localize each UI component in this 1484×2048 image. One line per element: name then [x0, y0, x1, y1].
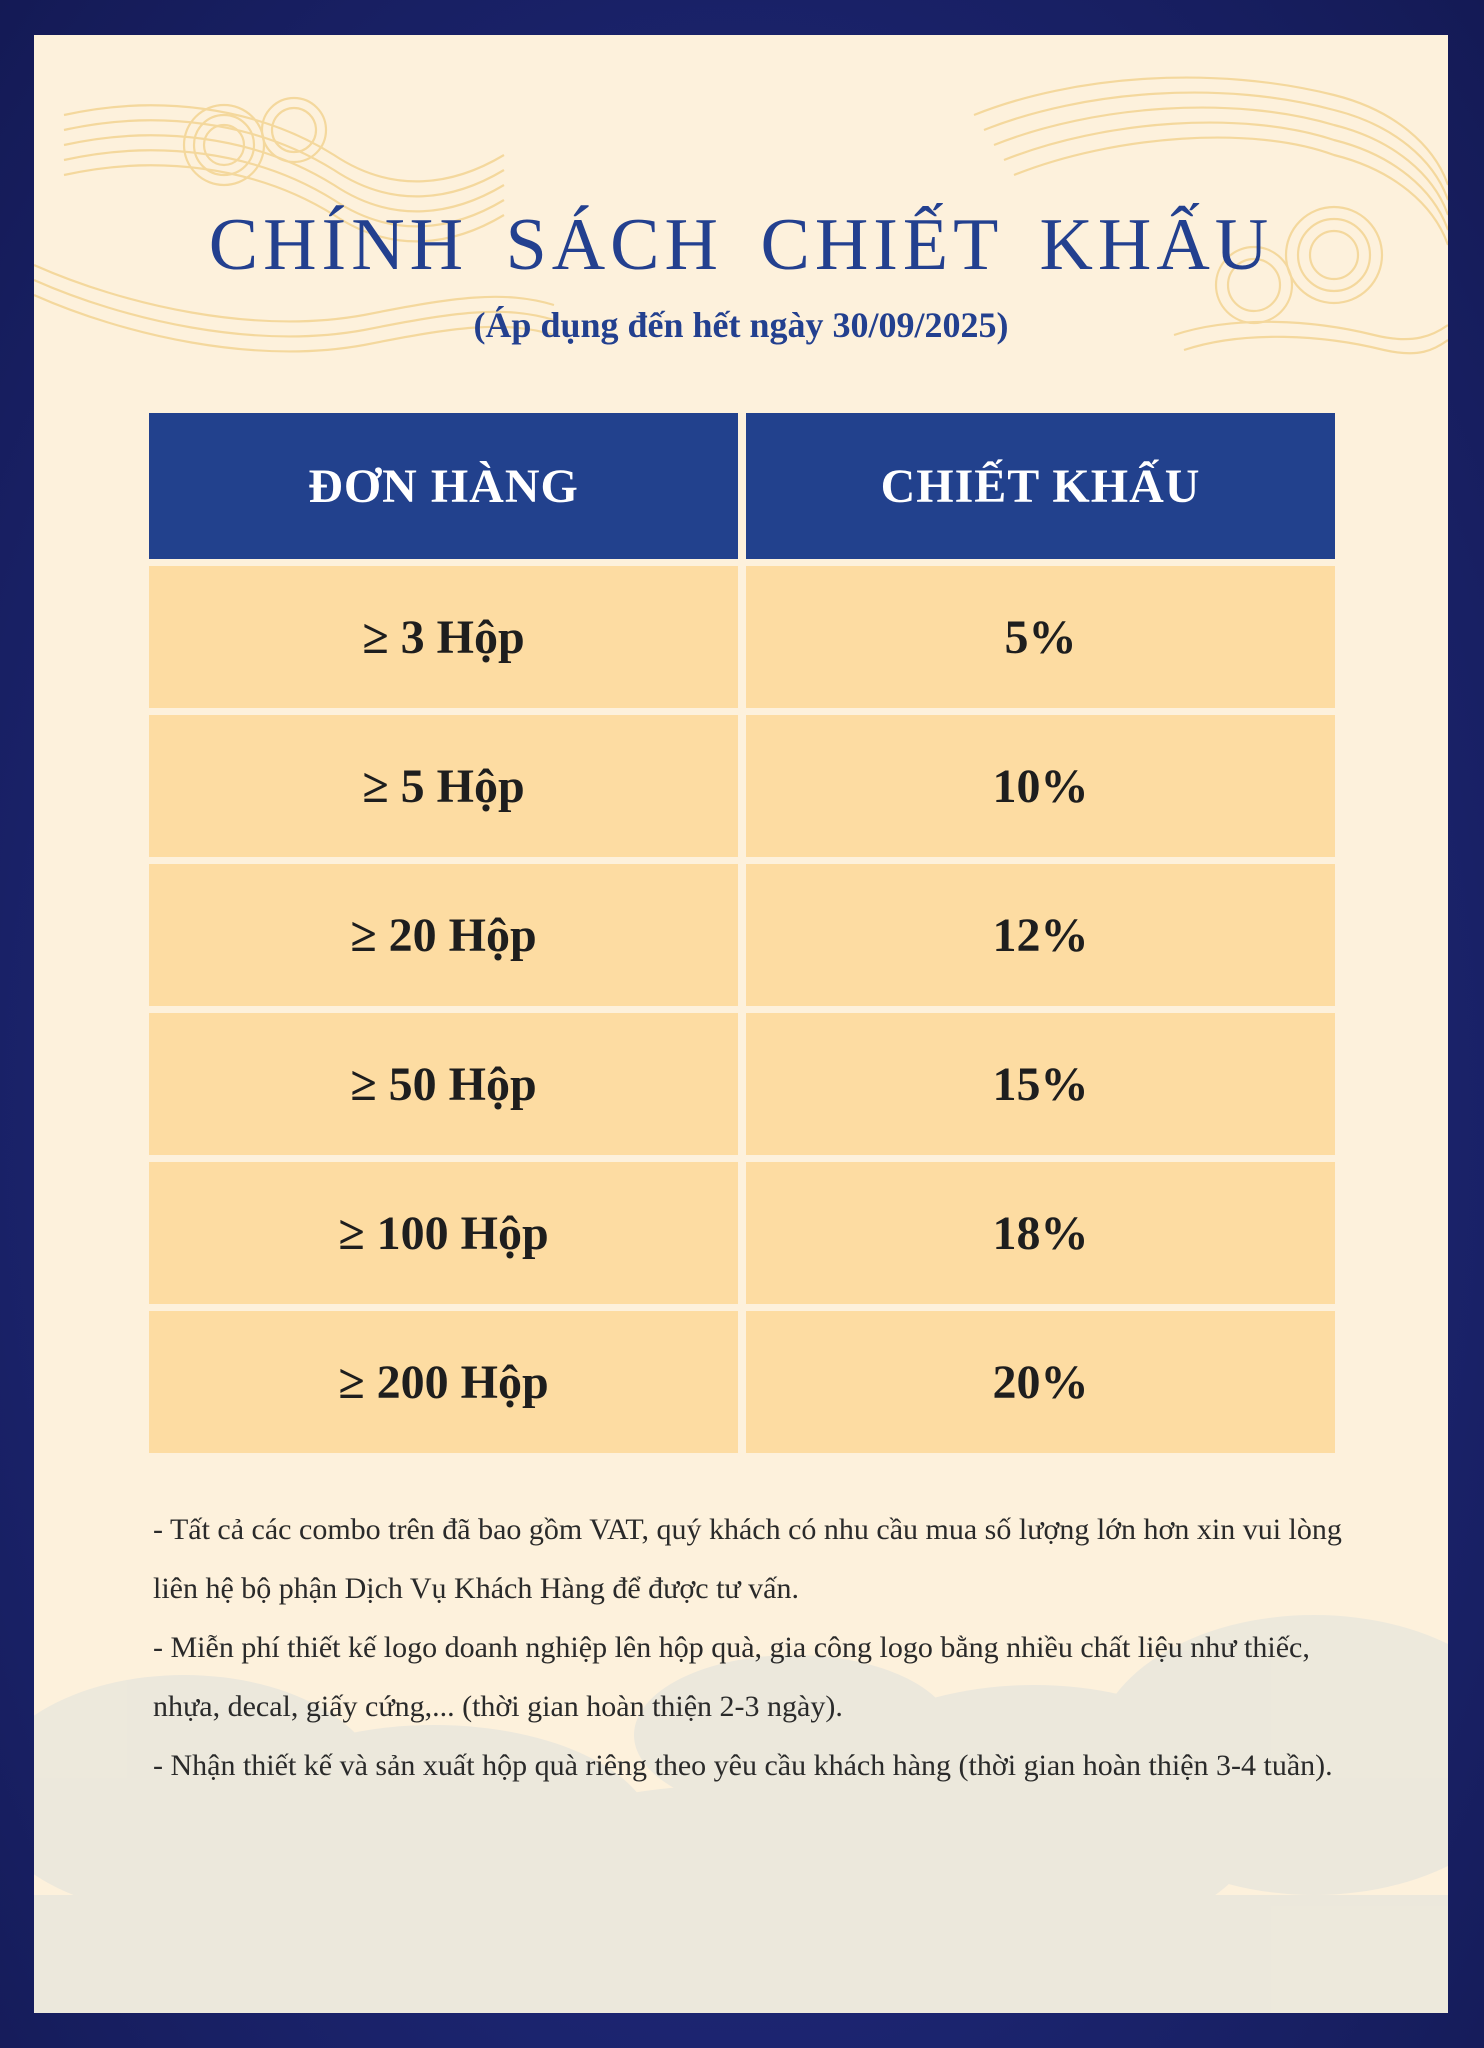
discount-cell: 10%: [746, 715, 1335, 857]
order-cell: ≥ 5 Hộp: [149, 715, 738, 857]
poster-card: [34, 35, 1448, 2013]
table-header-row: [149, 413, 1335, 559]
order-cell: ≥ 50 Hộp: [149, 1013, 738, 1155]
note-vat: - Tất cả các combo trên đã bao gồm VAT, quý khách có nhu cầu mua số lượng lớn hơn xin vui lòng liên hệ bộ phận Dịch Vụ Khách Hàng để được tư vấn.: [153, 1513, 1342, 1605]
table-row: [149, 715, 1335, 857]
policy-notes: [153, 1500, 1353, 1795]
table-row: [149, 864, 1335, 1006]
discount-cell: 20%: [746, 1311, 1335, 1453]
page-title: CHÍNH SÁCH CHIẾT KHẤU: [208, 204, 1274, 286]
discount-cell: 18%: [746, 1162, 1335, 1304]
table-row: [149, 1311, 1335, 1453]
table-row: [149, 1162, 1335, 1304]
table-row: [149, 566, 1335, 708]
order-cell: ≥ 20 Hộp: [149, 864, 738, 1006]
discount-cell: 5%: [746, 566, 1335, 708]
page-subtitle: (Áp dụng đến hết ngày 30/09/2025): [473, 305, 1009, 345]
table-row: [149, 1013, 1335, 1155]
header-order: ĐƠN HÀNG: [149, 413, 738, 559]
discount-table: [149, 413, 1335, 1453]
note-free-logo: - Miễn phí thiết kế logo doanh nghiệp lên hộp quà, gia công logo bằng nhiều chất liệu như thiếc, nhựa, decal, giấy cứng,... (thời gian hoàn thiện 2-3 ngày).: [153, 1631, 1310, 1723]
header-discount: CHIẾT KHẤU: [746, 413, 1335, 559]
discount-cell: 15%: [746, 1013, 1335, 1155]
order-cell: ≥ 3 Hộp: [149, 566, 738, 708]
discount-cell: 12%: [746, 864, 1335, 1006]
order-cell: ≥ 200 Hộp: [149, 1311, 738, 1453]
order-cell: ≥ 100 Hộp: [149, 1162, 738, 1304]
note-custom-box: - Nhận thiết kế và sản xuất hộp quà riêng theo yêu cầu khách hàng (thời gian hoàn thiện 3-4 tuần).: [153, 1749, 1333, 1782]
